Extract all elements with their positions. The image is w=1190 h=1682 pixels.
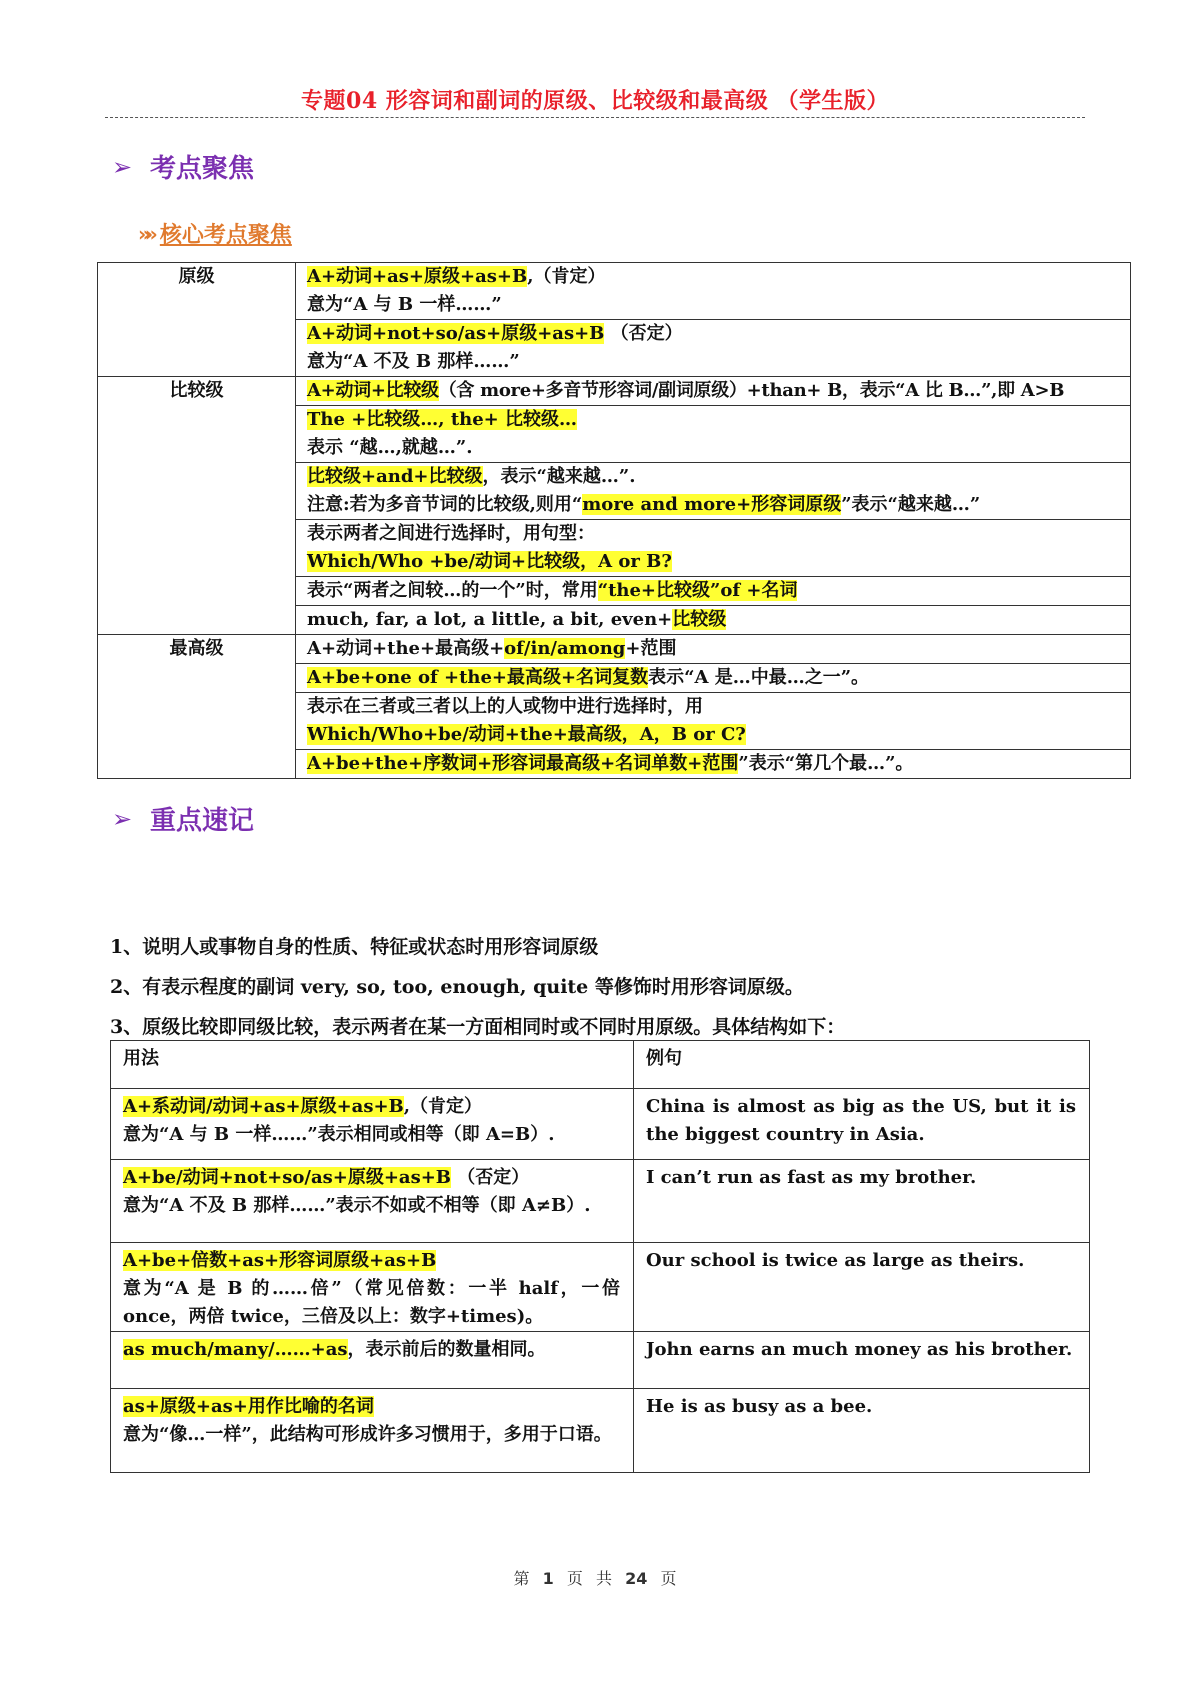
table-row [111,1160,1090,1243]
table-cell: A+动词+not+so/as+原级+as+B （否定） 意为“A 不及 B 那样……” [296,320,1131,377]
table-cell: A+be+one of +the+最高级+名词复数表示“A 是…中最…之一”。 [296,664,1131,693]
highlight-text: “the+比较级”of +名词 [597,580,798,601]
point-1: 1、说明人或事物自身的性质、特征或状态时用形容词原级 [110,936,599,958]
subsection-title: 核心考点聚焦 [159,223,292,248]
table-row [98,635,1131,664]
example-cell: China is almost as big as the US, but it is the biggest country in Asia. [634,1089,1090,1160]
point-3: 3、原级比较即同级比较，表示两者在某一方面相同时或不同时用原级。具体结构如下： [110,1016,846,1038]
section-memo [112,800,254,837]
highlight-text: A+be+倍数+as+形容词原级+as+B [123,1250,437,1271]
highlight-text: A+系动词/动词+as+原级+as+B [123,1096,404,1117]
double-chevron-icon: »» [138,221,152,246]
highlight-text: A+be+the+序数词+形容词最高级+名词单数+范围 [307,753,739,774]
category-cell: 比较级 [98,377,296,635]
table-cell: A+动词+the+最高级+of/in/among+范围 [296,635,1131,664]
page-number: 1 [542,1569,554,1588]
table-row [98,263,1131,320]
point-2: 2、有表示程度的副词 very, so, too, enough, quite 等修饰时用形容词原级。 [110,976,804,998]
example-cell: He is as busy as a bee. [634,1389,1090,1473]
highlight-text: of/in/among [504,638,626,659]
highlight-text: A+动词+比较级 [307,380,439,401]
section-focus [112,148,254,185]
usage-cell: A+be+倍数+as+形容词原级+as+B 意为“A 是 B 的……倍”（常见倍数：一半 half，一倍 once，两倍 twice，三倍及以上：数字+times)。 [111,1243,634,1332]
category-cell: 最高级 [98,635,296,779]
header-example: 例句 [634,1041,1090,1089]
table-cell: A+动词+比较级（含 more+多音节形容词/副词原级）+than+ B，表示“A 比 B…”,即 A>B [296,377,1131,406]
core-grammar-table [97,262,1131,779]
title-divider [105,117,1085,118]
section-arrow-icon: ➢ [112,152,133,181]
usage-cell: A+系动词/动词+as+原级+as+B,（肯定） 意为“A 与 B 一样……”表示相同或相等（即 A=B）. [111,1089,634,1160]
table-cell: 表示“两者之间较…的一个”时，常用“the+比较级”of +名词 [296,577,1131,606]
table-cell: A+be+the+序数词+形容词最高级+名词单数+范围”表示“第几个最…”。 [296,750,1131,779]
table-row [111,1332,1090,1389]
highlight-text: more and more+形容词原级 [582,494,842,515]
highlight-text: as much/many/……+as [123,1339,348,1360]
table-cell: A+动词+as+原级+as+B,（肯定） 意为“A 与 B 一样……” [296,263,1131,320]
example-cell: John earns an much money as his brother. [634,1332,1090,1389]
page-title: 专题04 形容词和副词的原级、比较级和最高级 （学生版） [301,88,889,114]
table-cell: 表示在三者或三者以上的人或物中进行选择时，用 Which/Who+be/动词+the+最高级，A，B or C? [296,693,1131,750]
highlight-text: A+动词+not+so/as+原级+as+B [307,323,605,344]
highlight-text: as+原级+as+用作比喻的名词 [123,1396,374,1417]
table-header-row [111,1041,1090,1089]
highlight-text: 比较级 [672,609,727,630]
header-usage: 用法 [111,1041,634,1089]
table-row [111,1389,1090,1473]
table-row [111,1089,1090,1160]
table-row [111,1243,1090,1332]
highlight-text: A+动词+as+原级+as+B [307,266,528,287]
usage-cell: as+原级+as+用作比喻的名词 意为“像…一样”，此结构可形成许多习惯用于，多用于口语。 [111,1389,634,1473]
example-cell: Our school is twice as large as theirs. [634,1243,1090,1332]
highlight-text: A+be+one of +the+最高级+名词复数 [307,667,649,688]
table-cell: 表示两者之间进行选择时，用句型： Which/Who +be/动词+比较级，A or B? [296,520,1131,577]
highlight-text: 比较级+and+比较级 [307,466,483,487]
example-cell: I can’t run as fast as my brother. [634,1160,1090,1243]
section-arrow-icon: ➢ [112,804,133,833]
section-title: 考点聚焦 [150,154,255,184]
table-row [98,377,1131,406]
table-cell: 比较级+and+比较级，表示“越来越…”. 注意:若为多音节词的比较级,则用“more and more+形容词原级”表示“越来越…” [296,463,1131,520]
highlight-text: Which/Who +be/动词+比较级，A or B? [307,551,672,572]
usage-cell: A+be/动词+not+so/as+原级+as+B （否定） 意为“A 不及 B 那样……”表示不如或不相等（即 A≠B）. [111,1160,634,1243]
page-total: 24 [625,1569,648,1588]
usage-cell: as much/many/……+as，表示前后的数量相同。 [111,1332,634,1389]
highlight-text: Which/Who+be/动词+the+最高级，A，B or C? [307,724,746,745]
category-cell: 原级 [98,263,296,377]
section-title: 重点速记 [150,806,255,836]
table-cell: The +比较级…, the+ 比较级… 表示 “越…,就越…”. [296,406,1131,463]
highlight-text: The +比较级…, the+ 比较级… [307,409,578,430]
subsection-core [138,218,292,249]
table-cell: much, far, a lot, a little, a bit, even+比较级 [296,606,1131,635]
usage-example-table [110,1040,1090,1473]
page-footer: 第 1 页 共 24 页 [513,1569,677,1588]
highlight-text: A+be/动词+not+so/as+原级+as+B [123,1167,451,1188]
